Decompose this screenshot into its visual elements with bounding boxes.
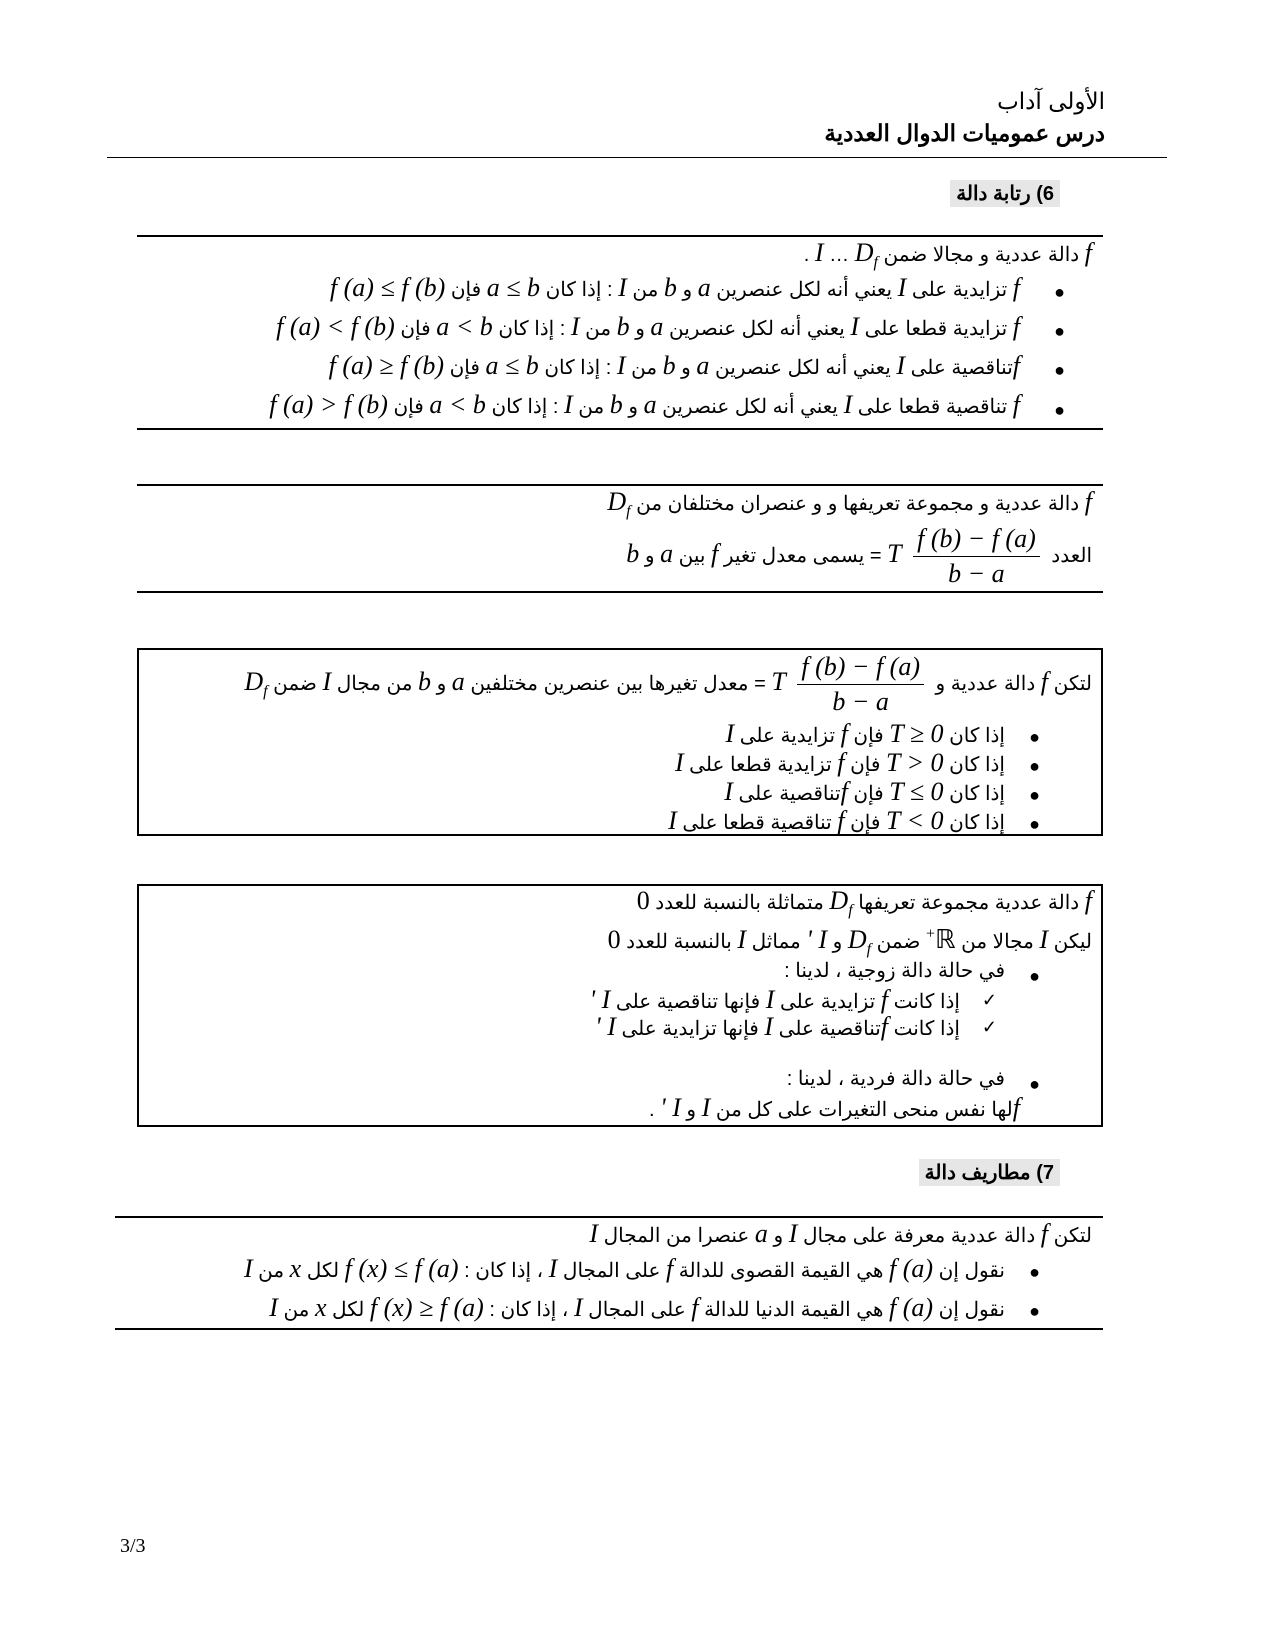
rate-fraction: [913, 524, 1040, 589]
bullet: ●: [1054, 321, 1065, 341]
from-word: من: [585, 318, 612, 340]
zero-value: 0: [607, 925, 621, 954]
rate-property-item-3: إذا كان T ≤ 0 فإن fتناقصية على I: [724, 777, 1005, 806]
defined-on: دالة عددية معرفة على مجال: [802, 1225, 1036, 1247]
monotony-kind: تناقصية قطعا على: [857, 396, 1008, 418]
monotony-item-2: f تزايدية قطعا على I يعني أنه لكل عنصرين a و b من I : إذا كان a < b فإن f (a) < f (b): [276, 312, 1020, 341]
odd-case-text: في حالة دالة فردية ، لدينا :: [786, 1068, 1005, 1090]
decreasing-on: تناقصية على: [778, 1018, 881, 1040]
rate-cond: T > 0: [886, 748, 944, 777]
rate-text: معدل تغيرها بين عنصرين مختلفين: [470, 672, 749, 695]
bullet: ●: [1029, 966, 1040, 986]
same-variation-text: لها نفس منحى التغيرات على كل من: [715, 1099, 1013, 1121]
check-icon: ✓: [981, 1017, 997, 1037]
section-7-label: مطاريف دالة: [924, 1162, 1031, 1184]
then-word: فإن: [853, 783, 884, 805]
rate-property-item-2: إذا كان T > 0 فإن f تزايدية قطعا على I: [674, 748, 1005, 777]
monotony-result: f (a) ≤ f (b): [329, 273, 446, 302]
then-word: فإن: [853, 725, 884, 747]
monotony-kind: تناقصية على: [910, 357, 1013, 379]
if-was: ، إذا كان :: [464, 1260, 544, 1282]
for-each: لكل: [306, 1260, 340, 1282]
min-inequality: f (x) ≥ f (a): [369, 1293, 484, 1322]
then-word: فإن: [393, 396, 424, 418]
lesson-title: درس عموميات الدوال العددية: [824, 120, 1105, 146]
rate-fraction-num: f (b) − f (a): [913, 524, 1040, 557]
monotony-bottom-rule: [137, 428, 1103, 430]
monotony-kind: تزايدية قطعا على: [864, 318, 1008, 340]
rate-cond: T ≤ 0: [889, 777, 944, 806]
then-word: فإن: [850, 812, 881, 834]
monotony-cond: a < b: [429, 390, 486, 419]
min-value-text: هي القيمة الدنيا للدالة: [704, 1299, 884, 1321]
rate-property-fraction: [797, 652, 924, 717]
monotony-item-1: f تزايدية على I يعني أنه لكل عنصرين a و b من I : إذا كان a ≤ b فإن f (a) ≤ f (b): [329, 273, 1020, 302]
monotony-mid: يعني أنه لكل عنصرين: [716, 279, 893, 301]
if-was: إذا كانت: [893, 1018, 960, 1040]
monotony-result: f (a) > f (b): [269, 390, 388, 419]
and-word: و: [628, 396, 639, 418]
bullet: ●: [1029, 756, 1040, 776]
rate-property-item-4: إذا كان T < 0 فإن f تناقصية قطعا على I: [668, 806, 1005, 835]
from-word: من: [631, 357, 658, 379]
rate-fraction-den: b − a: [948, 559, 1005, 588]
bullet: ●: [1029, 1262, 1040, 1282]
extrema-bottom-rule: [115, 1328, 1103, 1330]
and-word: و: [773, 1225, 784, 1247]
monotony-cond: a ≤ b: [485, 351, 539, 380]
even-case-text: في حالة دالة زوجية ، لدينا :: [784, 960, 1005, 982]
if-word: : إذا كان: [545, 279, 613, 301]
extrema-line-1: لتكن f دالة عددية معرفة على مجال I و a عنصرا من المجال I: [589, 1219, 1092, 1248]
if-word: إذا كان: [949, 754, 1005, 776]
so-increasing-on: فإنها تزايدية على: [621, 1018, 759, 1040]
parity-even-1: إذا كانت f تزايدية على I فإنها تناقصية على I ': [589, 985, 960, 1014]
zero-value: 0: [636, 886, 650, 915]
between-word: بين: [678, 544, 706, 567]
within-word: ضمن: [273, 672, 317, 695]
parity-even-case: [784, 958, 1005, 983]
from-word: من: [283, 1299, 310, 1321]
func-text: دالة عددية و: [935, 672, 1036, 695]
parity-even-2: إذا كانت fتناقصية على I فإنها تزايدية على I ': [595, 1012, 960, 1041]
from-word: من: [258, 1260, 285, 1282]
bullet: ●: [1054, 282, 1065, 302]
then-word: فإن: [450, 279, 482, 301]
monotony-intro: f دالة عددية و مجالا ضمن I … $D_f$ .: [803, 238, 1092, 271]
monotony-kind: تزايدية على: [911, 279, 1008, 301]
we-say: نقول إن: [938, 1299, 1005, 1321]
monotony-item-4: f تناقصية قطعا على I يعني أنه لكل عنصرين a و b من I : إذا كان a < b فإن f (a) > f (b): [269, 390, 1020, 419]
section-7-number: 7): [1036, 1162, 1054, 1184]
from-word: من: [632, 279, 659, 301]
so-decreasing-on: فإنها تناقصية على: [615, 991, 761, 1013]
rate-bottom-rule: [137, 591, 1103, 593]
if-word: إذا كان: [949, 725, 1005, 747]
rate-named: يسمى معدل تغير: [723, 544, 865, 567]
rate-line-1: f دالة عددية و مجموعة تعريفها و و عنصران مختلفان من $D_f$: [607, 487, 1092, 520]
parity-line-1: f دالة عددية مجموعة تعريفها $D_f$ متماثلة بالنسبة للعدد 0: [636, 886, 1092, 919]
extrema-max: نقول إن f (a) هي القيمة القصوى للدالة f على المجال I ، إذا كان : f (x) ≤ f (a) لكل x من I: [243, 1254, 1005, 1283]
rate-result: تزايدية على: [739, 725, 836, 747]
symmetric-word: مماثل: [751, 931, 801, 953]
if-word: : إذا كان: [491, 396, 559, 418]
bullet: ●: [1029, 1074, 1040, 1094]
rate-result: تزايدية قطعا على: [689, 754, 832, 776]
monotony-item-3: fتناقصية على I يعني أنه لكل عنصرين a و b من I : إذا كان a ≤ b فإن f (a) ≥ f (b): [328, 351, 1020, 380]
rate-line-1-text: دالة عددية و مجموعة تعريفها و و عنصران مختلفان من: [636, 493, 1080, 515]
max-inequality: f (x) ≤ f (a): [344, 1254, 459, 1283]
bullet: ●: [1029, 1301, 1040, 1321]
let-word: لتكن: [1053, 1225, 1092, 1247]
on-interval: على المجال: [562, 1260, 661, 1282]
rate-result: تناقصية قطعا على: [682, 812, 832, 834]
monotony-result: f (a) ≥ f (b): [328, 351, 444, 380]
monotony-cond: a < b: [436, 312, 493, 341]
section-7-title: [919, 1159, 1060, 1186]
rate-cond: T < 0: [886, 806, 944, 835]
from-interval: من مجال: [336, 672, 413, 695]
section-6-label: رتابة دالة: [956, 183, 1031, 205]
relative-to: بالنسبة للعدد: [626, 931, 732, 953]
and-word: و: [682, 279, 693, 301]
extrema-top-rule: [115, 1216, 1103, 1218]
parity-odd-case: [787, 1066, 1005, 1091]
for-each: لكل: [332, 1299, 365, 1321]
we-say: نقول إن: [938, 1260, 1005, 1282]
header-divider: [107, 157, 1167, 158]
extrema-min: نقول إن f (a) هي القيمة الدنيا للدالة f على المجال I ، إذا كان : f (x) ≥ f (a) لكل x من I: [269, 1293, 1005, 1322]
rate-top-rule: [137, 484, 1103, 486]
and-word: و: [635, 318, 645, 340]
parity-odd-1: fلها نفس منحى التغيرات على كل من I و I ' .: [649, 1093, 1020, 1122]
fraction-den: b − a: [832, 687, 889, 716]
bullet: ●: [1054, 400, 1065, 420]
and-word: و: [644, 544, 655, 567]
rate-cond: T ≥ 0: [889, 719, 944, 748]
parity-line-1b: متماثلة بالنسبة للعدد: [655, 892, 824, 914]
header-level: الأولى آداب: [997, 88, 1105, 114]
rate-property-item-1: إذا كان T ≥ 0 فإن f تزايدية على I: [725, 719, 1005, 748]
monotony-mid: يعني أنه لكل عنصرين: [714, 357, 891, 379]
max-value-text: هي القيمة القصوى للدالة: [678, 1260, 884, 1282]
section-6-title: [950, 180, 1060, 207]
monotony-result: f (a) < f (b): [276, 312, 395, 341]
parity-line-2: ليكن I مجالا من ℝ+ ضمن $D_f$ و I ' مماثل I بالنسبة للعدد 0: [607, 925, 1092, 958]
fraction-num: f (b) − f (a): [797, 652, 924, 685]
if-word: إذا كان: [949, 812, 1005, 834]
monotony-cond: a ≤ b: [486, 273, 541, 302]
and-word: و: [681, 357, 691, 379]
if-was: إذا كانت: [893, 991, 960, 1013]
parity-line-1a: دالة عددية مجموعة تعريفها: [858, 892, 1080, 914]
interval-of: مجالا من: [961, 931, 1034, 953]
bullet: ●: [1029, 785, 1040, 805]
from-word: من: [578, 396, 605, 418]
page-number: 3/3: [120, 1535, 146, 1557]
rate-line-2: العدد $\frac{f (b) - f (a)}{b - a}$ T = يسمى معدل تغير f بين a و b: [626, 524, 1092, 588]
bullet: ●: [1029, 814, 1040, 834]
then-word: فإن: [850, 754, 881, 776]
element-of: عنصرا من المجال: [603, 1225, 750, 1247]
if-word: : إذا كان: [498, 318, 566, 340]
section-6-number: 6): [1036, 183, 1054, 205]
bullet: ●: [1054, 360, 1065, 380]
if-word: إذا كان: [949, 783, 1005, 805]
and-word: و: [686, 1099, 697, 1121]
check-icon: ✓: [981, 990, 997, 1010]
if-was: ، إذا كان :: [489, 1299, 569, 1321]
within-word: ضمن: [876, 931, 921, 953]
number-word: العدد: [1051, 544, 1092, 567]
then-word: فإن: [449, 357, 480, 379]
on-interval: على المجال: [588, 1299, 686, 1321]
increasing-on: تزايدية على: [779, 991, 876, 1013]
monotony-mid: يعني أنه لكل عنصرين: [668, 318, 845, 340]
monotony-intro-text: دالة عددية و مجالا ضمن: [883, 244, 1080, 266]
monotony-mid: يعني أنه لكل عنصرين: [662, 396, 838, 418]
then-word: فإن: [400, 318, 431, 340]
let-word: ليكن: [1053, 931, 1092, 953]
let-word: لتكن: [1053, 672, 1092, 695]
and-word: و: [832, 931, 843, 953]
rate-result: تناقصية على: [738, 783, 841, 805]
if-word: : إذا كان: [544, 357, 612, 379]
bullet: ●: [1029, 727, 1040, 747]
rate-property-intro: لتكن f دالة عددية و $\frac{f (b) - f (a)}{b - a}$ T = معدل تغيرها بين عنصرين مختلفين a و b من مجال I ضمن $D_f$: [244, 652, 1092, 716]
monotony-top-rule: [137, 235, 1103, 237]
